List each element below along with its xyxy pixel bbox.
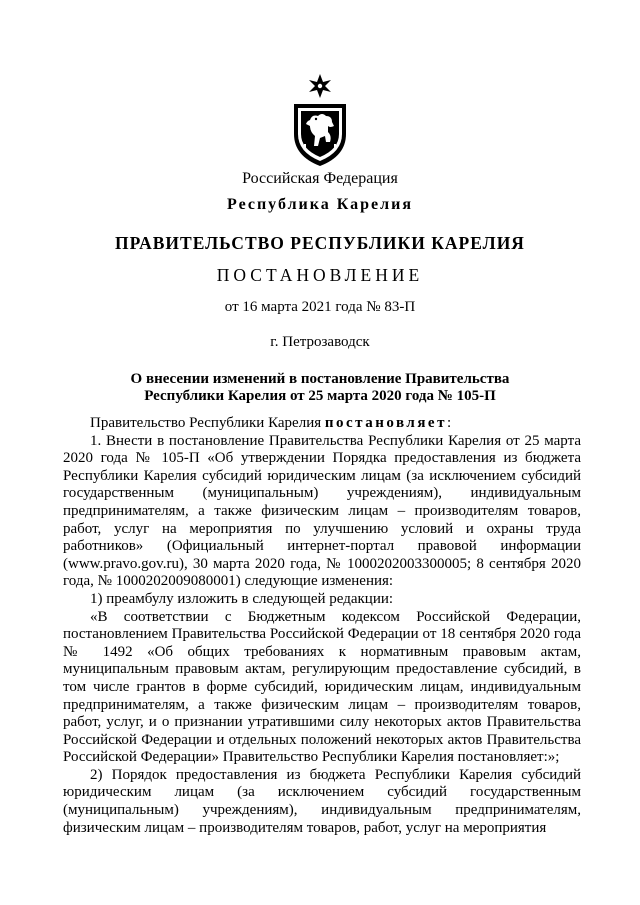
intro-suffix: :	[446, 415, 452, 431]
country-heading: Российская Федерация	[242, 170, 398, 187]
karelia-coat-of-arms-icon	[288, 72, 352, 170]
republic-heading: Республика Карелия	[227, 196, 413, 213]
intro-prefix: Правительство Республики Карелия	[90, 415, 325, 431]
document-title-line-1: О внесении изменений в постановление Правительства	[130, 371, 510, 387]
intro-decrees-word: постановляет	[324, 415, 447, 431]
government-heading: ПРАВИТЕЛЬСТВО РЕСПУБЛИКИ КАРЕЛИЯ	[115, 233, 525, 253]
decree-type-heading: ПОСТАНОВЛЕНИЕ	[216, 265, 424, 285]
city-line: г. Петрозаводск	[270, 334, 370, 350]
date-number-line: от 16 марта 2021 года № 83-П	[224, 299, 416, 315]
paragraph-1: 1. Внести в постановление Правительства Республики Карелия от 25 марта 2020 года № 105-П «Об утверждении Порядка предоставления из бюджета Республики Карелия субсидий юридическим лицам (за исключением субсидий государственным (муниципальным) учреждениям), индивидуальным предпринимателям, а также физическим лицам – производителям товаров, работ, услуг на мероприятия по улучшению условий и охраны труда работников» (Официальный интернет-портал правовой информации (www.pravo.gov.ru), 30 марта 2020 года, № 1000202003300005; 8 сентября 2020 года, № 1000202009080001) следующие изменения:	[63, 432, 581, 590]
paragraph-4: 2) Порядок предоставления из бюджета Республики Карелия субсидий юридическим лицам (за исключением субсидий государственным (муниципальным) учреждениям), индивидуальным предпринимателям, физическим лицам – производителям товаров, работ, услуг на мероприятия	[63, 766, 581, 836]
intro-paragraph	[63, 415, 581, 433]
document-title-line-2: Республики Карелия от 25 марта 2020 года № 105-П	[144, 388, 496, 404]
document-title	[100, 371, 540, 405]
paragraph-3: «В соответствии с Бюджетным кодексом Российской Федерации, постановлением Правительства Российской Федерации от 18 сентября 2020 года № 1492 «Об общих требованиях к нормативным правовым актам, муниципальным правовым актам, регулирующим предоставление субсидий, в том числе грантов в форме субсидий, юридическим лицам, индивидуальным предпринимателям, а также физическим лицам – производителям товаров, работ, услуг, и о признании утратившими силу некоторых актов Правительства Российской Федерации и отдельных положений некоторых актов Правительства Российской Федерации» Правительство Республики Карелия постановляет:»;	[63, 608, 581, 766]
paragraph-2: 1) преамбулу изложить в следующей редакции:	[90, 590, 394, 607]
document-body	[63, 415, 581, 837]
